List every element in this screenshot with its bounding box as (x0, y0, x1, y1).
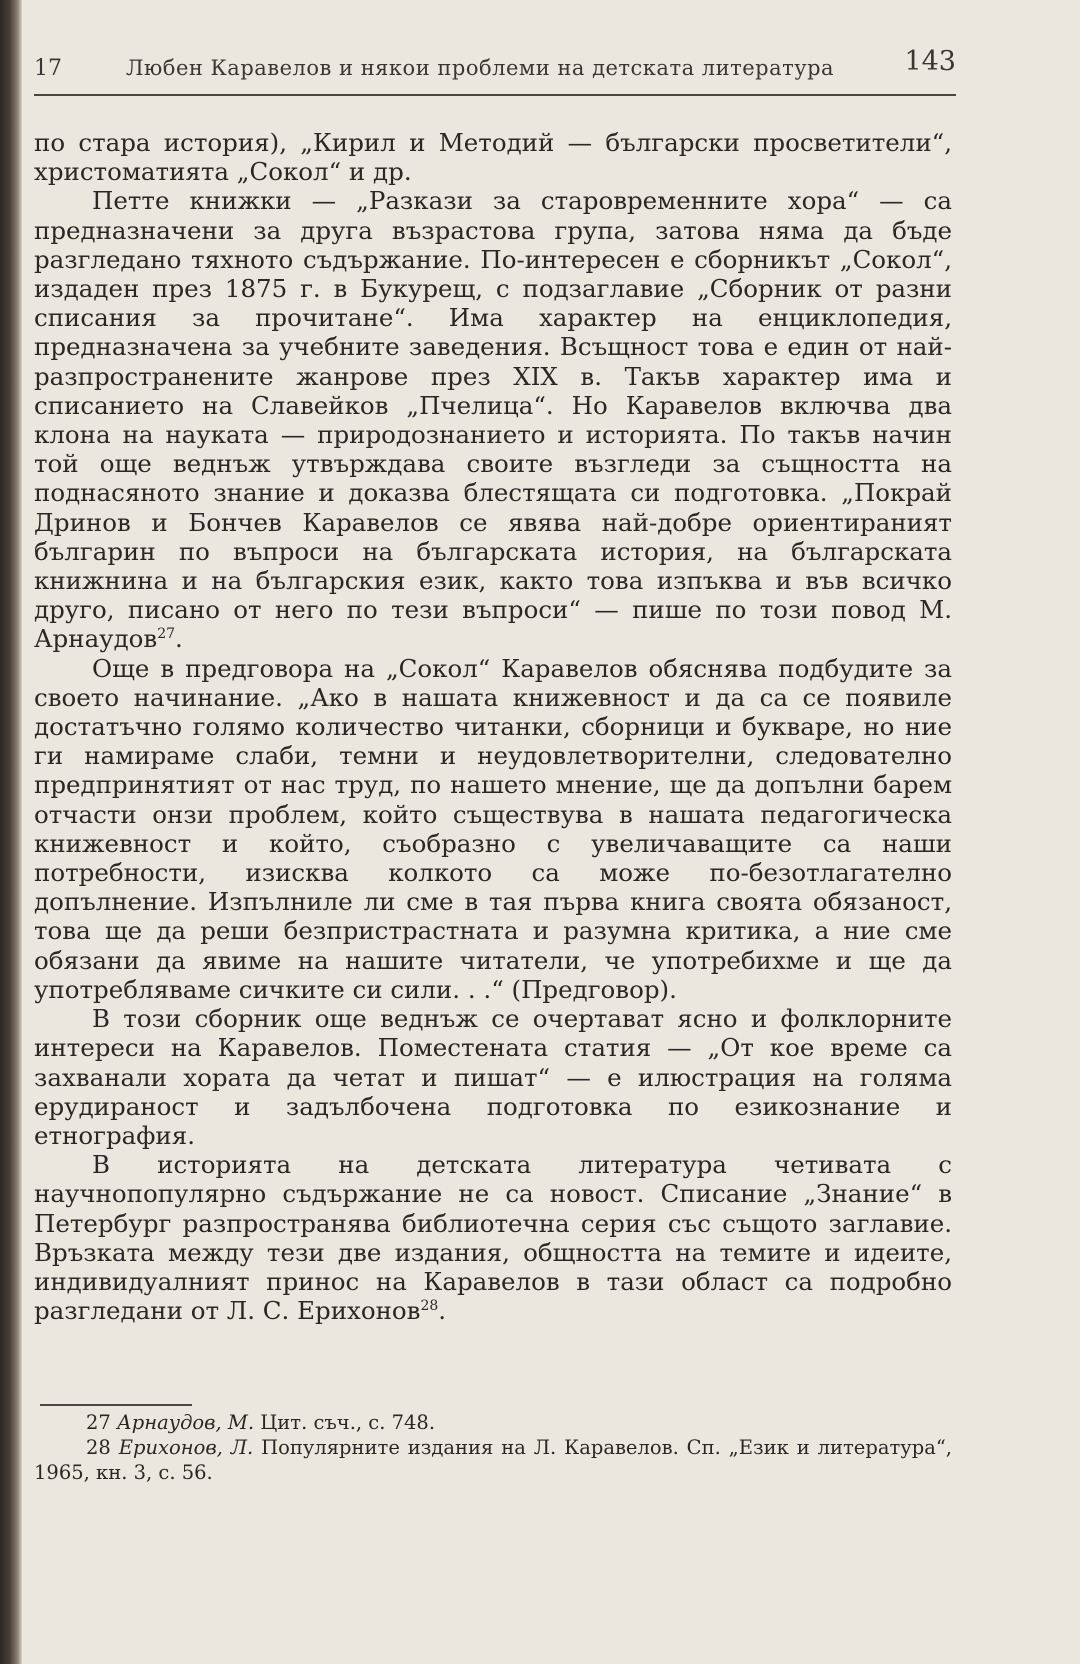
paragraph (34, 186, 952, 653)
body-text (34, 128, 952, 1325)
footnote-separator (40, 1404, 192, 1406)
paragraph-tail: . (438, 1296, 447, 1326)
paragraph-text: Петте книжки — „Разкази за старовременните хора“ — са предназначени за друга възрастова група, затова няма да бъде разгледано тяхното съдържание. По-интересен е сборникът „Сокол“, издаден през 1875 г. в Букурещ, с подзаглавие „Сборник от разни списания за прочитане“. Има характер на енциклопедия, предназначена за учебните заведения. Всъщност това е един от най-разпространените жанрове през XIX в. Такъв характер има и списанието на Славейков „Пчелица“. Но Каравелов включва два клона на науката — природознанието и историята. По такъв начин той още веднъж утвърждава своите възгледи за същността на поднасяното знание и доказва блестящата си подготовка. „Покрай Дринов и Бончев Каравелов се явява най-добре ориентираният българин по въпроси на българската история, на българската книжнина и на българския език, както това изпъква и във всичко друго, писано от него по тези въпроси“ — пише по този повод М. Арнаудов (34, 186, 952, 654)
paragraph-text: В историята на детската литература четивата с научнопопулярно съдържание не са новост. Списание „Знание“ в Петербург разпространява библиотечна серия със същото заглавие. Връзката между тези две издания, общността на темите и идеите, индивидуалният принос на Каравелов в тази област са подробно разгледани от Л. С. Ерихонов (34, 1150, 952, 1326)
footnote-ref-28[interactable]: 28 (420, 1297, 439, 1314)
footnote-number: 27 (86, 1411, 111, 1434)
paragraph (34, 128, 952, 186)
paragraph-tail: . (175, 624, 183, 654)
paragraph (34, 1004, 952, 1150)
paragraph (34, 1150, 952, 1325)
footnote-27 (34, 1410, 952, 1435)
paragraph-text: В този сборник още веднъж се очертават ясно и фолклорните интереси на Каравелов. Поместената статия — „От кое време са захванали хората да четат и пишат“ — е илюстрация на голяма ерудираност и задълбочена подготовка по езикознание и етнография. (34, 1004, 952, 1150)
paragraph-text: Още в предговора на „Сокол“ Каравелов обяснява подбудите за своето начинание. „Ако в нашата книжевност и да са се появиле достатъчно голямо количество читанки, сборници и букваре, но ние ги намираме слаби, темни и неудовлетворителни, следователно предпринятият от нас труд, по нашето мнение, ще да допълни барем отчасти онзи проблем, който съществува в нашата педагогическа книжевност и който, съобразно с увеличаващите са наши потребности, изисква колкото са може по-безотлагателно допълнение. Изпълниле ли сме в тая първа книга своята обязаност, това ще да реши безпристрастната и разумна критика, а ние сме обязани да явиме на нашите читатели, че употребихме и ще да употребляваме сичките си сили. . .“ (Предговор). (34, 653, 952, 1004)
footnote-text: Популярните издания на Л. Каравелов. Сп. „Език и литература“, 1965, кн. 3, с. 56. (34, 1436, 952, 1484)
book-page (34, 0, 1034, 1664)
book-spine-shadow (0, 0, 22, 1664)
header-rule (34, 94, 956, 96)
paragraph (34, 654, 952, 1004)
running-title: Любен Каравелов и някои проблеми на детската литература (126, 56, 835, 80)
footnote-ref-27[interactable]: 27 (157, 626, 176, 643)
footnote-author: Ерихонов, Л. (118, 1436, 254, 1459)
signature-number: 17 (34, 56, 62, 81)
page-header (34, 46, 956, 86)
page-number: 143 (904, 46, 956, 77)
footnotes (34, 1410, 952, 1485)
footnote-28 (34, 1435, 952, 1485)
footnote-number: 28 (86, 1436, 111, 1459)
footnote-text: Цит. съч., с. 748. (260, 1411, 436, 1434)
footnote-author: Арнаудов, М. (117, 1411, 255, 1434)
paragraph-text: по стара история), „Кирил и Методий — български просветители“, христоматията „Сокол“ и др. (34, 128, 952, 187)
